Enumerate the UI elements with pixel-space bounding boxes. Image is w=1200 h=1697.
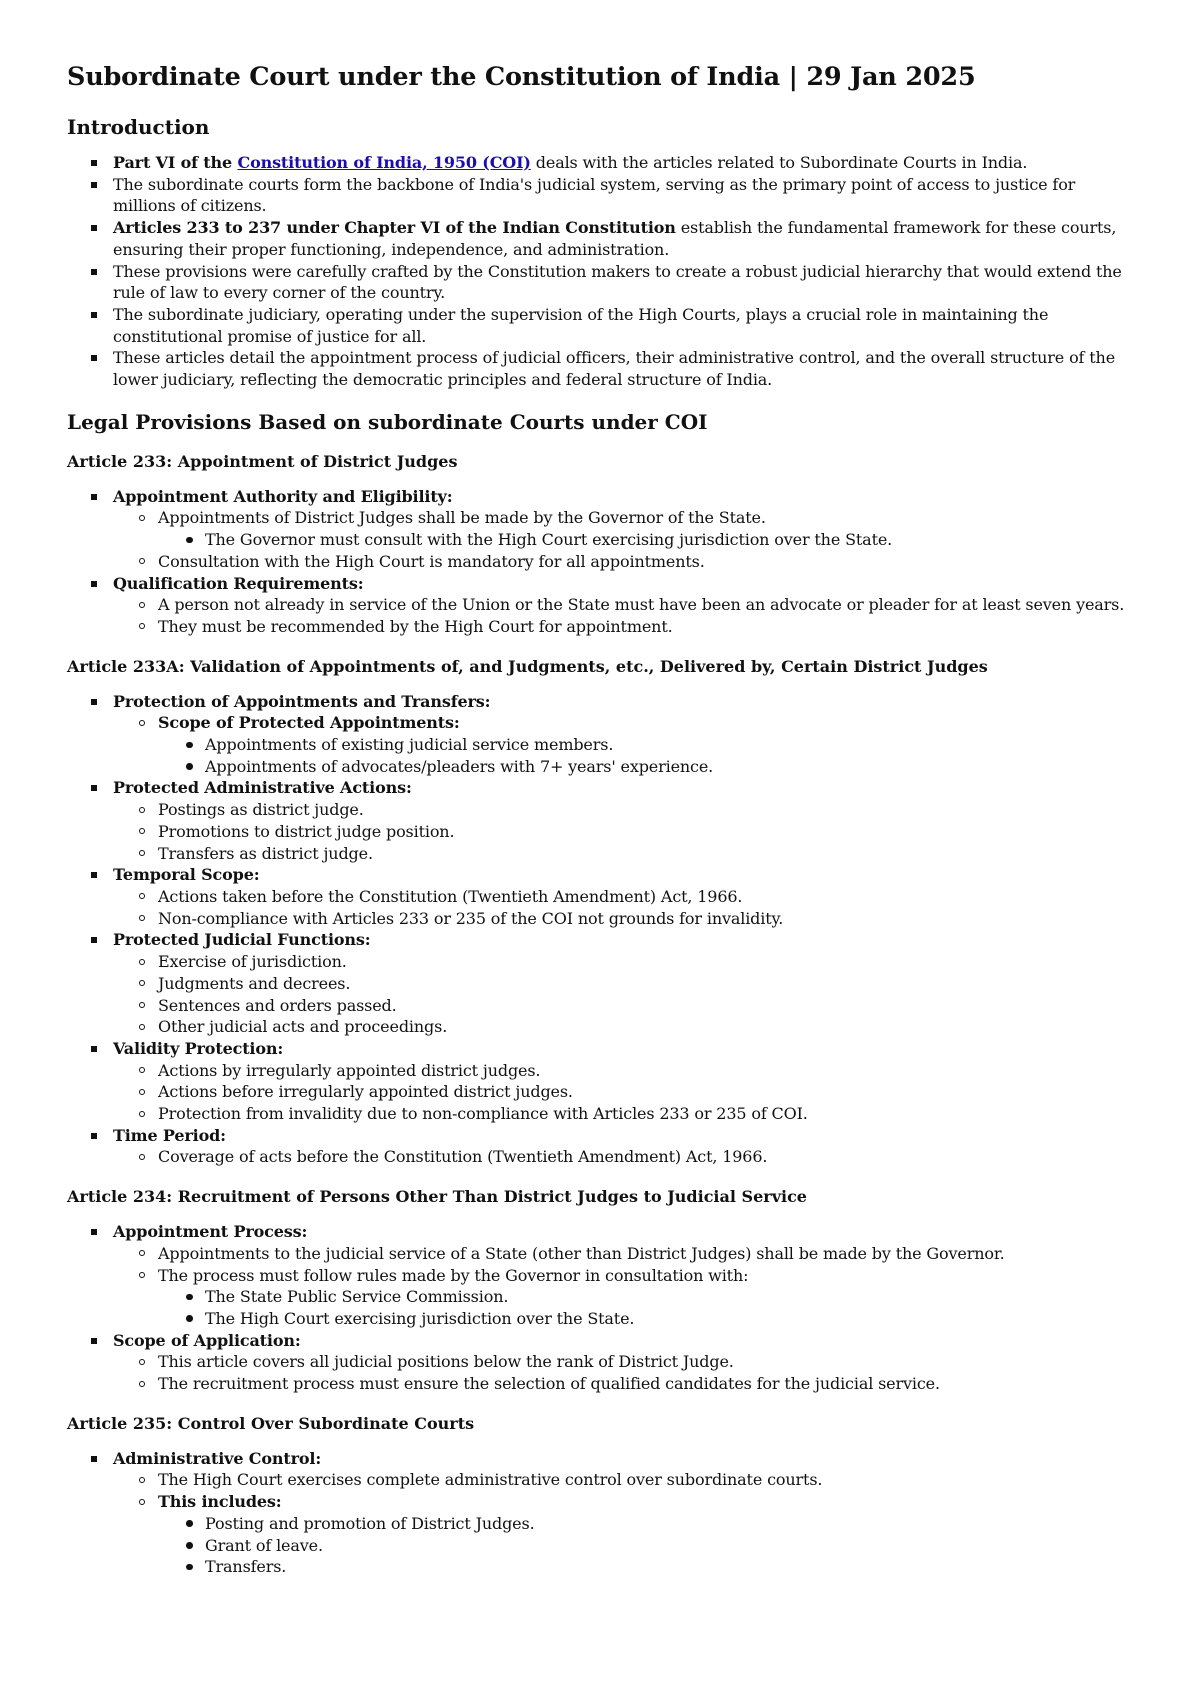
list-item bbox=[113, 929, 1142, 1038]
list-item: This article covers all judicial positions below the rank of District Judge. bbox=[158, 1351, 1142, 1373]
group-label: Appointment Process: bbox=[113, 1222, 308, 1242]
list-item bbox=[158, 712, 1142, 777]
intro-p1-bold: Part VI of the bbox=[113, 153, 238, 172]
intro-p3-rest: establish the fundamental framework for these courts, ensuring their proper functioning, independence, and administration. bbox=[113, 218, 1117, 259]
list-item bbox=[113, 217, 1142, 260]
list-item bbox=[158, 1491, 1142, 1578]
article-233-list bbox=[67, 486, 1142, 638]
list-item: Actions before irregularly appointed district judges. bbox=[158, 1081, 1142, 1103]
list-item: These provisions were carefully crafted by the Constitution makers to create a robust judicial hierarchy that would extend the rule of law to every corner of the country. bbox=[113, 261, 1142, 304]
list-item: These articles detail the appointment process of judicial officers, their administrative control, and the overall structure of the lower judiciary, reflecting the democratic principles and federal structure of India. bbox=[113, 347, 1142, 390]
list-item: The State Public Service Commission. bbox=[205, 1286, 1142, 1308]
list-item: Sentences and orders passed. bbox=[158, 995, 1142, 1017]
list-item: Appointments to the judicial service of a State (other than District Judges) shall be made by the Governor. bbox=[158, 1243, 1142, 1265]
group-label: Administrative Control: bbox=[113, 1448, 322, 1468]
group-label: Protected Administrative Actions: bbox=[113, 778, 412, 798]
group-label: Protected Judicial Functions: bbox=[113, 930, 371, 950]
list-item: Protection from invalidity due to non-compliance with Articles 233 or 235 of COI. bbox=[158, 1103, 1142, 1125]
list-item: The subordinate courts form the backbone of India's judicial system, serving as the primary point of access to justice for millions of citizens. bbox=[113, 174, 1142, 217]
list-item bbox=[113, 777, 1142, 864]
list-item bbox=[113, 864, 1142, 929]
list-item bbox=[113, 1330, 1142, 1395]
coi-link[interactable]: Constitution of India, 1950 (COI) bbox=[237, 153, 531, 172]
list-item: Actions taken before the Constitution (Twentieth Amendment) Act, 1966. bbox=[158, 886, 1142, 908]
intro-p3-bold: Articles 233 to 237 under Chapter VI of the Indian Constitution bbox=[113, 218, 676, 238]
item-text: This includes: bbox=[158, 1492, 282, 1512]
article-235-heading: Article 235: Control Over Subordinate Courts bbox=[67, 1413, 475, 1433]
list-item: Other judicial acts and proceedings. bbox=[158, 1016, 1142, 1038]
group-label: Qualification Requirements: bbox=[113, 573, 364, 593]
list-item: Postings as district judge. bbox=[158, 799, 1142, 821]
document bbox=[67, 60, 1142, 1596]
list-item bbox=[113, 152, 1142, 174]
list-item: The High Court exercising jurisdiction over the State. bbox=[205, 1308, 1142, 1330]
list-item: Actions by irregularly appointed district judges. bbox=[158, 1060, 1142, 1082]
intro-list bbox=[67, 152, 1142, 391]
list-item: Promotions to district judge position. bbox=[158, 821, 1142, 843]
list-item: Non-compliance with Articles 233 or 235 of the COI not grounds for invalidity. bbox=[158, 908, 1142, 930]
page-title: Subordinate Court under the Constitution of India | 29 Jan 2025 bbox=[67, 62, 976, 92]
list-item: The recruitment process must ensure the selection of qualified candidates for the judicial service. bbox=[158, 1373, 1142, 1395]
group-label: Temporal Scope: bbox=[113, 865, 260, 885]
list-item: A person not already in service of the Union or the State must have been an advocate or pleader for at least seven years. bbox=[158, 594, 1142, 616]
article-233-heading: Article 233: Appointment of District Judges bbox=[67, 451, 458, 471]
list-item: Exercise of jurisdiction. bbox=[158, 951, 1142, 973]
list-item bbox=[158, 1265, 1142, 1330]
list-item: Transfers as district judge. bbox=[158, 843, 1142, 865]
list-item bbox=[113, 1448, 1142, 1578]
list-item bbox=[113, 691, 1142, 778]
item-text: The process must follow rules made by the Governor in consultation with: bbox=[158, 1265, 749, 1285]
article-235-list bbox=[67, 1448, 1142, 1578]
list-item: Posting and promotion of District Judges. bbox=[205, 1513, 1142, 1535]
list-item bbox=[113, 573, 1142, 638]
list-item: Judgments and decrees. bbox=[158, 973, 1142, 995]
article-234-heading: Article 234: Recruitment of Persons Other Than District Judges to Judicial Service bbox=[67, 1187, 807, 1207]
list-item: The High Court exercises complete administrative control over subordinate courts. bbox=[158, 1469, 1142, 1491]
list-item bbox=[113, 1221, 1142, 1330]
article-233a-heading: Article 233A: Validation of Appointments of, and Judgments, etc., Delivered by, Certain District Judges bbox=[67, 656, 988, 676]
group-label: Time Period: bbox=[113, 1125, 226, 1145]
group-label: Protection of Appointments and Transfers: bbox=[113, 691, 491, 711]
list-item: Appointments of advocates/pleaders with 7+ years' experience. bbox=[205, 756, 1142, 778]
article-233a-list bbox=[67, 691, 1142, 1168]
list-item: The Governor must consult with the High Court exercising jurisdiction over the State. bbox=[205, 529, 1142, 551]
item-text: Appointments of District Judges shall be made by the Governor of the State. bbox=[158, 508, 766, 528]
list-item: Grant of leave. bbox=[205, 1535, 1142, 1557]
list-item: Appointments of existing judicial service members. bbox=[205, 734, 1142, 756]
legal-heading: Legal Provisions Based on subordinate Courts under COI bbox=[67, 409, 708, 434]
group-label: Validity Protection: bbox=[113, 1038, 284, 1058]
group-label: Scope of Application: bbox=[113, 1330, 301, 1350]
intro-p1-rest: deals with the articles related to Subordinate Courts in India. bbox=[530, 153, 1028, 172]
list-item bbox=[113, 1038, 1142, 1125]
list-item: Coverage of acts before the Constitution (Twentieth Amendment) Act, 1966. bbox=[158, 1146, 1142, 1168]
list-item bbox=[158, 507, 1142, 550]
list-item: Transfers. bbox=[205, 1556, 1142, 1578]
item-text: Scope of Protected Appointments: bbox=[158, 713, 460, 733]
article-234-list bbox=[67, 1221, 1142, 1395]
intro-heading: Introduction bbox=[67, 115, 210, 139]
list-item: They must be recommended by the High Court for appointment. bbox=[158, 616, 1142, 638]
list-item bbox=[113, 486, 1142, 573]
group-label: Appointment Authority and Eligibility: bbox=[113, 486, 453, 506]
list-item: Consultation with the High Court is mandatory for all appointments. bbox=[158, 551, 1142, 573]
list-item: The subordinate judiciary, operating under the supervision of the High Courts, plays a crucial role in maintaining the constitutional promise of justice for all. bbox=[113, 304, 1142, 347]
list-item bbox=[113, 1125, 1142, 1168]
